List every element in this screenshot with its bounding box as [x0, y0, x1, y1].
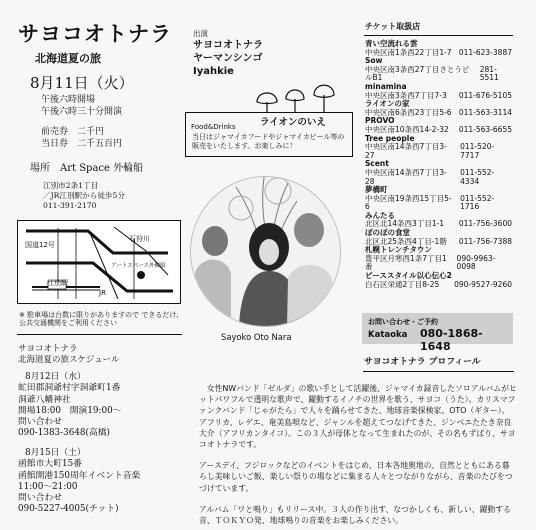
ticket-outlet-8: 夢構町 中央区南19条西15丁目5-6 011-552-1716 [365, 185, 495, 212]
schedule-date-1: 8月12日（水） [25, 372, 86, 382]
schedule-item-1 [18, 372, 121, 440]
door-ticket-price: 二千五百円 [77, 139, 123, 149]
schedule-contact-label-1: 問い合わせ [18, 417, 62, 428]
parking-note: ※ 駐車場は台数に限りがありますので できるだけ、公共交通機関をご利用ください [19, 311, 184, 328]
ticket-outlet-12: ピーススタイル以心伝心2 白石区栄通2丁目8-25 090-9527-9260 [365, 271, 512, 289]
schedule-date-2: 8月15日（土） [25, 448, 86, 458]
schedule-time-2: 11:00〜21:00 [18, 481, 78, 492]
venue-label: 場所 [30, 163, 50, 174]
ticket-outlet-7: Scent 中央区南14条西7丁目3-28 011-552-4334 [365, 159, 495, 186]
booking-contact-name: Kataoka [368, 330, 408, 340]
booking-phone: 080-1868-1648 [420, 327, 483, 353]
booking-contact-box [362, 313, 513, 353]
event-date: 8月11日（火） [30, 74, 134, 92]
venue-address: 江別市2条1丁目 ／JR江別駅から徒歩5分 011-391-2170 [43, 181, 125, 211]
performer-3: Iyahkie [193, 66, 234, 77]
performer-1: サヨコオトナラ [193, 40, 263, 51]
venue-heading [30, 162, 143, 175]
map-label-jr: JR [99, 289, 106, 297]
map-label-route-12: 国道12号 [25, 241, 55, 249]
schedule-place-1-line-1: 虻田郡洞爺村字洞爺町1番 [18, 383, 121, 394]
food-label: Food&Drinks [191, 123, 236, 131]
ticket-prices [41, 126, 122, 150]
tour-subtitle: 北海道夏の旅 [35, 52, 101, 65]
map-label-river: 石狩川 [129, 235, 150, 243]
schedule-time-1: 開場18:00 開演19:00〜 [18, 405, 122, 416]
performers-label: 出演 [193, 29, 208, 38]
profile-paragraph-2: アースデイ、フジロックなどのイベントをはじめ、日本各地奥地の、自然とともにある暮らし美味しいご飯、楽しい祭りの場などに集まる人々とつながりながら、音楽のたびをつづけています。 [199, 461, 513, 493]
left-divider [17, 334, 182, 335]
doors-open-time: 午後六時開場 [41, 95, 96, 105]
ticket-outlet-9: みんたる 北区北14条西3丁目1-1 011-756-3600 [365, 210, 512, 229]
ticket-outlet-list [365, 40, 512, 289]
profile-title-divider [363, 371, 514, 372]
ticket-outlet-1: 青い空流れる雲 中央区南1条西22丁目1-7 011-623-3887 [365, 39, 512, 57]
advance-ticket-label: 前売券 [41, 127, 69, 137]
performers-list [193, 39, 263, 78]
profile-paragraph-1: 女性NWバンド「ゼルダ」の歌い手として活躍後、ジャマイカ録音したソロアルバムがヒットパワフルで透明な歌声で、躍動するイノチの世界を歌う、サヨコ（うた）。カリスマファンクバンド「じゃがたら」で人々を踊らせてきた、地球音楽探検家、OTO（ギター）。アフリカ、レゲエ、奄美島唄など、ジャンルを超えてつなげてきた、ジンベエたたき奈良大介（アフリカンタイコ）。この３人が母体となって生まれたのが、その名もずばり、サヨコオトナラです。 [199, 384, 517, 450]
schedule-place-1-line-2: 洞爺八幡神社 [18, 394, 71, 405]
schedule-title: サヨコオトナラ 北海道夏の旅スケジュール [18, 344, 120, 365]
profile-description [199, 383, 517, 526]
ticket-title-divider [364, 35, 513, 36]
food-vendor-name: ライオンのいえ [260, 117, 326, 128]
photo-caption: Sayoko Oto Nara [221, 332, 292, 342]
advance-ticket-price: 二千円 [77, 127, 105, 137]
ticket-outlet-11: 札幌トレンチタウン 豊平区月寒西1条7丁目1番 090-9963-0098 [365, 245, 496, 272]
show-start-time: 午後六時三十分開演 [41, 107, 123, 117]
event-times [41, 94, 122, 118]
ticket-outlet-5: PROVO 中央区南10条西14-2-32 011-563-6655 [365, 116, 512, 134]
ticket-outlet-2: Sow 中央区南3条西27丁目さとうビルB1 281-5511 [365, 56, 499, 83]
ticket-outlet-6: Tree people 中央区南14条西7丁目3-27 011-520-7717 [365, 133, 495, 160]
trees-illustration-icon [252, 80, 337, 115]
band-title: サヨコオトナラ [18, 21, 172, 46]
food-description: 当日はジャマイカフードやジャマイカビール等の販売をいたします。お楽しみに！ [192, 133, 345, 150]
schedule-item-2 [18, 448, 140, 516]
door-ticket-label: 当日券 [41, 139, 69, 149]
performer-2: ヤーマンシンゴ [193, 53, 263, 64]
band-members-drawing [191, 177, 340, 326]
profile-title: サヨコオトナラ プロフィール [364, 357, 481, 367]
booking-label: お問い合わせ・ご予約 [368, 318, 438, 326]
food-info-box [185, 112, 353, 157]
map-label-venue: アートスペース外輪船 [111, 263, 166, 269]
schedule-contact-2: 090-5227-4005(チット) [18, 504, 119, 515]
profile-paragraph-3: アルバム「ワと鳴り」もリリース中。３人の作り出す、なつかしくも、新しい、躍動する音、ＴＯＫＹＯ発、地球鳴りの音楽をお楽しみください。 [199, 504, 511, 526]
schedule-contact-label-2: 問い合わせ [18, 493, 62, 504]
band-photo [190, 176, 341, 327]
ticket-outlet-4: ライオンの家 中央区南6条西23丁目5-6 011-563-3114 [365, 99, 512, 117]
schedule-contact-1: 090-1383-3648(高橋) [18, 428, 110, 439]
schedule-place-2-line-2: 函館開港150周年イベント音楽 [18, 470, 141, 481]
schedule-place-2-line-1: 函館市大町15番 [18, 459, 82, 470]
ticket-outlet-3: minamina 中央区南3条西7丁目7-3 011-676-5105 [365, 81, 512, 100]
ticket-outlets-title: チケット取扱店 [365, 22, 421, 31]
ticket-outlet-10: ぽのぽの食堂 北区北25条西4丁目-1階 011-756-7388 [365, 228, 512, 246]
venue-name: Art Space 外輪船 [60, 163, 144, 174]
venue-map [17, 220, 181, 304]
map-label-station: 江別駅 [47, 279, 68, 287]
